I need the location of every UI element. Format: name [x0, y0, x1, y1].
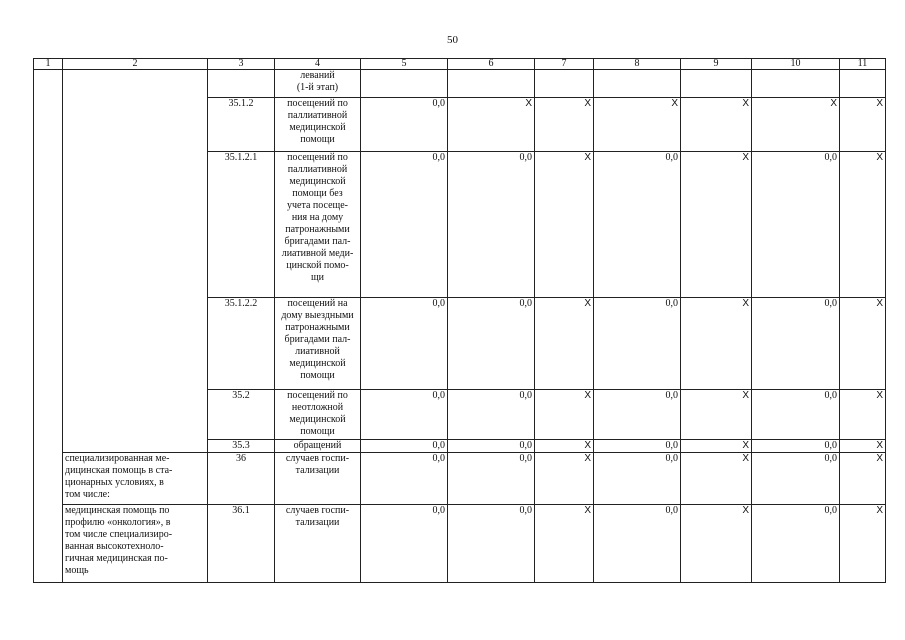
- value-cell: 0,0: [448, 152, 535, 298]
- column-number: 8: [594, 59, 681, 70]
- value-cell: X: [840, 453, 886, 505]
- row-code-cell: 35.1.2.2: [208, 298, 275, 390]
- value-cell: [840, 70, 886, 98]
- value-cell: 0,0: [594, 152, 681, 298]
- value-cell: [448, 70, 535, 98]
- value-cell: X: [840, 440, 886, 453]
- value-cell: X: [840, 98, 886, 152]
- value-cell: X: [448, 98, 535, 152]
- value-cell: X: [840, 152, 886, 298]
- row-code-cell: 36.1: [208, 505, 275, 583]
- value-cell: 0,0: [752, 152, 840, 298]
- value-cell: [535, 70, 594, 98]
- row-code-cell: 36: [208, 453, 275, 505]
- value-cell: 0,0: [361, 390, 448, 440]
- value-cell: 0,0: [752, 298, 840, 390]
- row-code-cell: 35.1.2.1: [208, 152, 275, 298]
- column-number: 7: [535, 59, 594, 70]
- value-cell: X: [840, 298, 886, 390]
- value-cell: 0,0: [448, 390, 535, 440]
- column-number: 1: [34, 59, 63, 70]
- column-number: 4: [275, 59, 361, 70]
- value-cell: X: [535, 152, 594, 298]
- value-cell: X: [535, 505, 594, 583]
- value-cell: 0,0: [361, 505, 448, 583]
- value-cell: X: [681, 453, 752, 505]
- row-code-cell: [208, 70, 275, 98]
- column-number: 2: [63, 59, 208, 70]
- value-cell: 0,0: [752, 453, 840, 505]
- value-cell: 0,0: [361, 152, 448, 298]
- value-cell: [361, 70, 448, 98]
- column-number: 6: [448, 59, 535, 70]
- value-cell: 0,0: [448, 440, 535, 453]
- value-cell: X: [840, 505, 886, 583]
- value-cell: X: [594, 98, 681, 152]
- value-cell: 0,0: [752, 505, 840, 583]
- row-name-cell: медицинская помощь по профилю «онкология», в том числе специализиро- ванная высокотехноло- гичная медицинская по- мощь: [63, 505, 208, 583]
- value-cell: 0,0: [752, 390, 840, 440]
- column-number: 10: [752, 59, 840, 70]
- row-code-cell: 35.3: [208, 440, 275, 453]
- value-cell: 0,0: [448, 453, 535, 505]
- row-code-cell: 35.2: [208, 390, 275, 440]
- unit-cell: случаев госпи- тализации: [275, 505, 361, 583]
- value-cell: 0,0: [752, 440, 840, 453]
- column-number-row: [34, 59, 886, 70]
- value-cell: X: [535, 98, 594, 152]
- row-name-cell: специализированная ме- дицинская помощь в ста- ционарных условиях, в том числе:: [63, 453, 208, 505]
- unit-cell: леваний (1-й этап): [275, 70, 361, 98]
- unit-cell: посещений по паллиативной медицинской помощи без учета посеще- ния на дому патронажными бригадами пал- лиативной меди- цинской помо- щи: [275, 152, 361, 298]
- value-cell: 0,0: [361, 98, 448, 152]
- row-name-cell: [63, 70, 208, 453]
- value-cell: 0,0: [361, 440, 448, 453]
- value-cell: [752, 70, 840, 98]
- page-number: 50: [447, 34, 458, 46]
- value-cell: 0,0: [594, 505, 681, 583]
- row-code-cell: 35.1.2: [208, 98, 275, 152]
- value-cell: 0,0: [448, 505, 535, 583]
- unit-cell: посещений на дому выездными патронажными бригадами пал- лиативной медицинской помощи: [275, 298, 361, 390]
- value-cell: 0,0: [594, 298, 681, 390]
- value-cell: 0,0: [448, 298, 535, 390]
- column-number: 3: [208, 59, 275, 70]
- value-cell: 0,0: [594, 440, 681, 453]
- column-number: 11: [840, 59, 886, 70]
- row-number-cell: [34, 70, 63, 583]
- value-cell: X: [535, 390, 594, 440]
- value-cell: X: [681, 98, 752, 152]
- value-cell: X: [681, 152, 752, 298]
- value-cell: X: [840, 390, 886, 440]
- value-cell: X: [681, 390, 752, 440]
- value-cell: X: [535, 453, 594, 505]
- value-cell: 0,0: [361, 453, 448, 505]
- value-cell: X: [681, 505, 752, 583]
- unit-cell: обращений: [275, 440, 361, 453]
- unit-cell: посещений по неотложной медицинской помощи: [275, 390, 361, 440]
- table-row: [34, 505, 886, 583]
- value-cell: X: [535, 298, 594, 390]
- value-cell: X: [752, 98, 840, 152]
- unit-cell: посещений по паллиативной медицинской помощи: [275, 98, 361, 152]
- value-cell: X: [681, 298, 752, 390]
- value-cell: [594, 70, 681, 98]
- value-cell: X: [681, 440, 752, 453]
- value-cell: [681, 70, 752, 98]
- column-number: 5: [361, 59, 448, 70]
- value-cell: 0,0: [594, 390, 681, 440]
- value-cell: 0,0: [594, 453, 681, 505]
- table-row: [34, 70, 886, 98]
- column-number: 9: [681, 59, 752, 70]
- unit-cell: случаев госпи- тализации: [275, 453, 361, 505]
- table-row: [34, 453, 886, 505]
- value-cell: X: [535, 440, 594, 453]
- data-table: [33, 58, 886, 583]
- value-cell: 0,0: [361, 298, 448, 390]
